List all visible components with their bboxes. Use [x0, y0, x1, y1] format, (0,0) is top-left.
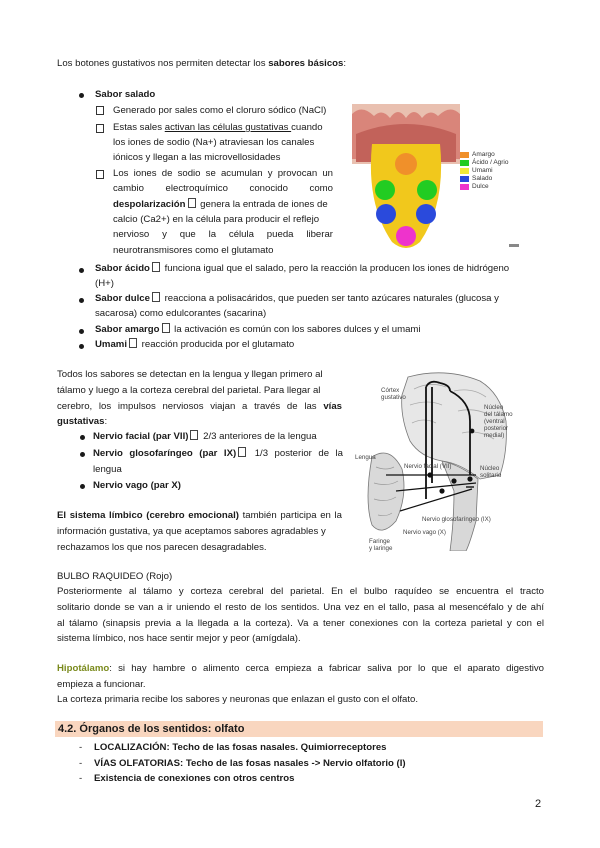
hipotalamo-line1: Hipotálamo: si hay hambre o alimento cerca empieza a fabricar saliva por lo que el aparato digestivo [57, 663, 544, 674]
label-nucleo-talamo: Núcleo [484, 404, 504, 411]
dulce-line2: sacarosa) como edulcorantes (sacarina) [95, 308, 267, 319]
hipotalamo-line3: La corteza primaria recibe los sabores y neuronas que enlazan el gusto con el olfato. [57, 694, 419, 705]
salado-sub2: Estas sales activan las células gustativas cuando [113, 122, 323, 133]
sub-bullet-box [96, 124, 104, 133]
label-nervio-glosofaringeo: Nervio glosofaríngeo (IX) [422, 516, 491, 523]
taste-zone-acido-left [375, 180, 395, 200]
dash-marker: - [79, 773, 83, 784]
tongue-taste-map-figure [352, 104, 460, 254]
bullet-dot [79, 344, 84, 349]
dash-marker: - [79, 758, 83, 769]
document-page: Los botones gustativos nos permiten detectar los sabores básicos: Sabor salado Generado por sales como el cloruro sódico (NaCl) Estas sales activan las células gustativas cuando los iones de sodio (Na+) atraviesan los canales iónicos y llegan a las microvellosidades Los iones de sodio se acumulan y provocan un cambio electroquímico conocido como despolarización genera la entrada de iones de calcio (Ca2+) en la célula para producir el reflejo nervioso y que la célula pueda liberar neurotransmisores como el glutamato Amargo Ácido / Agrio Umami Salado Dulce Sabor ácido funciona igual que el salado, pero la reacción la producen los iones de hidrógeno (H+) Sabor dulce reacciona a polisacáridos, que pueden ser tanto azúcares naturales (glucosa y sacarosa) como edulcorantes (sacarina) Sabor amargo la activación es común con los sabores dulces y el umami Umami reacción producida por el glutamato Todos los sabores se detectan en la lengua y llegan primero al tálamo y luego a la corteza cerebral del parietal. Para llegar al cerebro, los impulsos nerviosos viajan a través de las vías gustativas: Nervio facial (par VII) 2/3 anteriores de la lengua Nervio glosofaríngeo (par IX) 1/3 posterior de la lengua Nervio vago (par X) El sistema límbico (cerebro emocional) también participa en la información gustativa, ya que aceptamos sabores agradables y rechazamos los que nos parecen desagradables. Córtex gustativo Núcleo del tálamo (ventral posterior medial) Lengua Nervio facial (VII) Núcleo solitario Nervio glosofaríngeo (IX) Nervio vago (X) Faringe y laringe BULBO RAQUIDEO (Rojo) Posteriormente al tálamo y corteza cerebral del parietal. En el bulbo raquídeo se encuentra el tracto solitario donde se van a ir uniendo el resto de los sentidos. Una vez en el tallo, pasa al mesencéfalo y de ahí al tálamo (sinapsis previa a la llegada a la corteza). Va a tener conexiones con la corteza parietal y con el sistema límbico, nos hace sentir mejor y peor (amígdala). Hipotálamo: si hay hambre o alimento cerca empieza a fabricar saliva por lo que el aparato digestivo empieza a funcionar. La corteza primaria recibe los sabores y neuronas que enlazan el gusto con el olfato. 4.2. Órganos de los sentidos: olfato - LOCALIZACIÓN: Techo de las fosas nasales. Quimiorreceptores - VÍAS OLFATORIAS: Techo de las fosas nasales -> Nervio olfatorio (I) - Existencia de conexiones con otros centros 2 [0, 0, 600, 848]
label-faringe-2: y laringe [369, 545, 393, 552]
bullet-dot [80, 452, 85, 457]
gustatory-pathway-figure [350, 371, 540, 551]
hipotalamo-line2: empieza a funcionar. [57, 679, 146, 690]
vias-line3: cerebro, los impulsos nerviosos viajan a través de las vías [57, 401, 342, 412]
taste-zone-amargo [395, 153, 417, 175]
vias-line4: gustativas: [57, 416, 108, 427]
acido-line2: (H+) [95, 278, 114, 289]
salado-sub3-l3: despolarización genera la entrada de iones de [113, 199, 328, 210]
label-nucleo-talamo-5: medial) [484, 432, 505, 439]
page-number: 2 [535, 798, 542, 810]
bullet-dot [80, 484, 85, 489]
bullet-dot [79, 93, 84, 98]
label-nervio-facial: Nervio facial (VII) [404, 463, 452, 470]
salado-sub3-l2: cambio electroquímico conocido como [113, 183, 333, 194]
amargo-line: Sabor amargo la activación es común con los sabores dulces y el umami [95, 324, 421, 335]
label-nucleo-solitario: Núcleo [480, 465, 500, 472]
dulce-line1: Sabor dulce reacciona a polisacáridos, que pueden ser tanto azúcares naturales (glucosa y [95, 293, 499, 304]
olfato-item-conexiones: Existencia de conexiones con otros centros [94, 773, 295, 784]
sub-bullet-box [96, 170, 104, 179]
vias-line2: tálamo y luego a la corteza cerebral del parietal. Para llegar al [57, 385, 321, 396]
bulbo-line2: solitario donde se van a ir uniendo el resto de los sentidos. Una vez en el tallo, pasa al mesencéfalo y de ahí [57, 602, 544, 613]
salado-sub2-l3: iónicos y llegan a las microvellosidades [113, 152, 281, 163]
salado-title: Sabor salado [95, 89, 156, 100]
salado-sub2-l2: los iones de sodio (Na+) atraviesan los canales [113, 137, 315, 148]
label-nucleo-solitario-2: solitario [480, 472, 502, 479]
bullet-dot [80, 435, 85, 440]
intro-text: Los botones gustativos nos permiten detectar los sabores básicos: [57, 58, 347, 69]
limbico-line1: El sistema límbico (cerebro emocional) también participa en la [57, 510, 342, 521]
bulbo-title: BULBO RAQUIDEO (Rojo) [57, 571, 173, 582]
bullet-dot [79, 298, 84, 303]
limbico-line3: rechazamos los que nos parecen desagradables. [57, 542, 267, 553]
salado-sub3-l6: neurotransmisores como el glutamato [113, 245, 274, 256]
umami-line: Umami reacción producida por el glutamato [95, 339, 295, 350]
olfato-item-vias: VÍAS OLFATORIAS: Techo de las fosas nasales -> Nervio olfatorio (I) [94, 758, 406, 769]
taste-zone-salado-right [416, 204, 436, 224]
nervio-facial: Nervio facial (par VII) 2/3 anteriores de la lengua [93, 431, 317, 442]
taste-zone-dulce [396, 226, 416, 246]
bullet-dot [79, 268, 84, 273]
salado-sub3-l1: Los iones de sodio se acumulan y provocan un [113, 168, 333, 179]
nervio-glosofaringeo-l2: lengua [93, 464, 122, 475]
bulbo-line1: Posteriormente al tálamo y corteza cerebral del parietal. En el bulbo raquídeo se encuentra el tracto [57, 586, 544, 597]
salado-sub3-l5: nervioso y que la célula pueda liberar [113, 229, 333, 240]
limbico-line2: información gustativa, ya que aceptamos sabores agradables y [57, 526, 326, 537]
label-lengua: Lengua [355, 454, 376, 461]
taste-zone-acido-right [417, 180, 437, 200]
sub-bullet-box [96, 106, 104, 115]
label-faringe: Faringe [369, 538, 390, 545]
bulbo-line4: sistema límbico, nos hace sentir mejor y peor (amígdala). [57, 633, 301, 644]
acido-line1: Sabor ácido funciona igual que el salado, pero la reacción la producen los iones de hidrógeno [95, 263, 510, 274]
vias-line1: Todos los sabores se detectan en la lengua y llegan primero al [57, 369, 323, 380]
taste-zone-salado-left [376, 204, 396, 224]
dash-marker: - [79, 742, 83, 753]
nervio-vago: Nervio vago (par X) [93, 480, 181, 491]
salado-sub3-l4: calcio (Ca2+) en la célula para producir el reflejo [113, 214, 320, 225]
label-nucleo-talamo-4: posterior [484, 425, 509, 432]
bullet-dot [79, 329, 84, 334]
section-heading: 4.2. Órganos de los sentidos: olfato [55, 721, 543, 737]
scale-mark [509, 244, 519, 247]
label-cortex-gustativo: Córtex [381, 387, 400, 394]
label-cortex-gustativo-2: gustativo [381, 394, 406, 401]
salado-sub1: Generado por sales como el cloruro sódico (NaCl) [113, 105, 327, 116]
label-nucleo-talamo-3: (ventral [484, 418, 505, 425]
bulbo-line3: al tálamo (sinapsis previa a la llegada a la corteza). Va a tener conexiones con la corteza parietal y con el [57, 618, 544, 629]
label-nervio-vago: Nervio vago (X) [403, 529, 446, 536]
olfato-item-localizacion: LOCALIZACIÓN: Techo de las fosas nasales. Quimiorreceptores [94, 742, 387, 753]
label-nucleo-talamo-2: del tálamo [484, 411, 513, 418]
nervio-glosofaringeo: Nervio glosofaríngeo (par IX) 1/3 posterior de la [93, 448, 343, 459]
